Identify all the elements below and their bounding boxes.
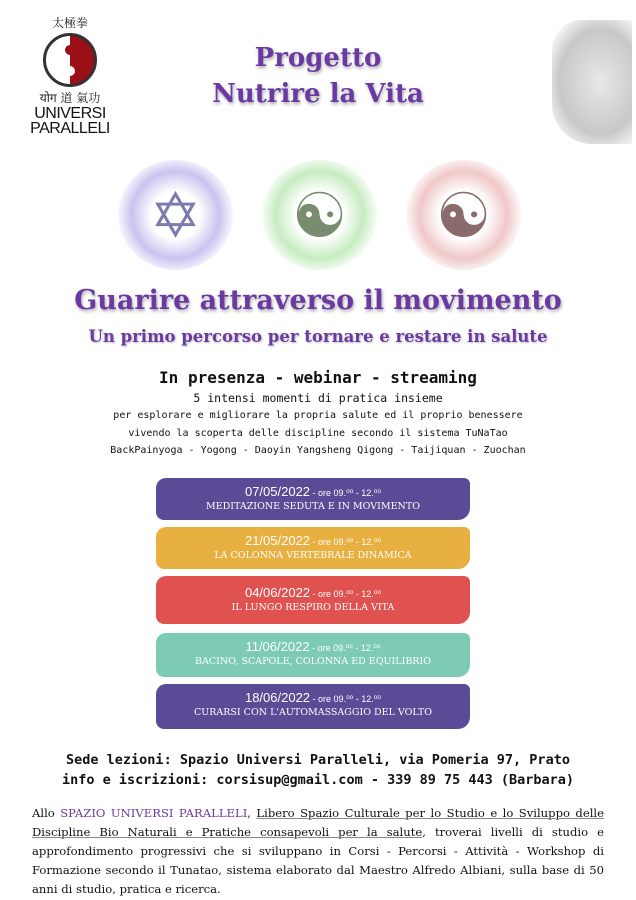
session-date: 07/05/2022 — [244, 484, 311, 499]
session-banner — [156, 684, 470, 729]
session-time: - ore 09.⁰⁰ - 12.⁰⁰ — [309, 643, 381, 653]
project-title — [150, 40, 486, 112]
session-time: - ore 09.⁰⁰ - 12.⁰⁰ — [310, 589, 382, 599]
session-date: 18/06/2022 — [244, 690, 311, 705]
session-title: MEDITAZIONE SEDUTA E IN MOVIMENTO — [206, 501, 420, 512]
sri-yantra-icon: ✡ — [118, 160, 233, 270]
five-elements-icon: ☯ — [262, 160, 377, 270]
title-line-2: Nutrire la Vita — [212, 79, 424, 109]
session-time: - ore 09.⁰⁰ - 12.⁰⁰ — [310, 488, 382, 498]
mode-line: In presenza - webinar - streaming — [159, 368, 477, 387]
footer-text: , troverai livelli di studio e approfondimento progressivi che si sviluppano in Corsi - Percorsi - Attività - Workshop di Formazione secondo il Tunatao, sistema elaborato dal Maestro Alfredo Albiani, sulla base di 50 anni di studio, pratica e ricerca. — [32, 825, 604, 896]
subheading: Un primo percorso per tornare e restare in salute — [88, 327, 548, 346]
session-date: 04/06/2022 — [244, 585, 311, 600]
session-banner — [156, 527, 470, 569]
session-date: 11/06/2022 — [245, 639, 310, 654]
session-time: - ore 09.⁰⁰ - 12.⁰⁰ — [310, 694, 382, 704]
session-title: LA COLONNA VERTEBRALE DINAMICA — [214, 550, 412, 561]
main-heading: Guarire attraverso il movimento — [74, 285, 562, 316]
logo-script-bottom: योग 道 氣功 — [39, 91, 101, 105]
intro-line-1: per esplorare e migliorare la propria salute ed il proprio benessere — [113, 410, 523, 421]
session-banner — [156, 478, 470, 520]
count-line: 5 intensi momenti di pratica insieme — [193, 391, 443, 405]
logo-name-1: UNIVERSI — [34, 105, 106, 122]
buddha-face-image — [552, 20, 632, 144]
disciplines-line: BackPainyoga - Yogong - Daoyin Yangsheng Qigong - Taijiquan - Zuochan — [110, 445, 526, 456]
brand-description: Libero Spazio Culturale per lo Studio e lo Sviluppo delle Discipline Bio Naturali e Pratiche consapevoli per la salute — [32, 806, 604, 839]
venue-line: Sede lezioni: Spazio Universi Paralleli, via Pomeria 97, Prato — [66, 752, 570, 768]
session-date: 21/05/2022 — [244, 533, 311, 548]
spazio-universi-paralleli-logo — [28, 14, 112, 144]
contact-line: info e iscrizioni: corsisup@gmail.com - 339 89 75 443 (Barbara) — [61, 772, 575, 788]
title-line-1: Progetto — [254, 43, 382, 73]
footer-text: , — [247, 806, 257, 820]
footer-paragraph — [32, 804, 604, 899]
intro-line-2: vivendo la scoperta delle discipline secondo il sistema TuNaTao — [128, 428, 508, 439]
session-title: CURARSI CON L'AUTOMASSAGGIO DEL VOLTO — [193, 707, 433, 718]
session-banner — [156, 576, 470, 624]
logo-name-2: PARALLELI — [30, 120, 110, 137]
yin-yang-symbol-icon: ☯ — [406, 160, 521, 270]
session-time: - ore 09.⁰⁰ - 12.⁰⁰ — [310, 537, 382, 547]
session-banner — [156, 633, 470, 677]
session-title: BACINO, SCAPOLE, COLONNA ED EQUILIBRIO — [195, 656, 431, 667]
footer-text: Allo — [32, 806, 61, 820]
yin-yang-icon — [43, 33, 97, 87]
brand-name: SPAZIO UNIVERSI PARALLELI — [60, 806, 248, 820]
session-title: IL LUNGO RESPIRO DELLA VITA — [231, 602, 395, 613]
logo-chinese-top: 太極拳 — [51, 16, 88, 30]
